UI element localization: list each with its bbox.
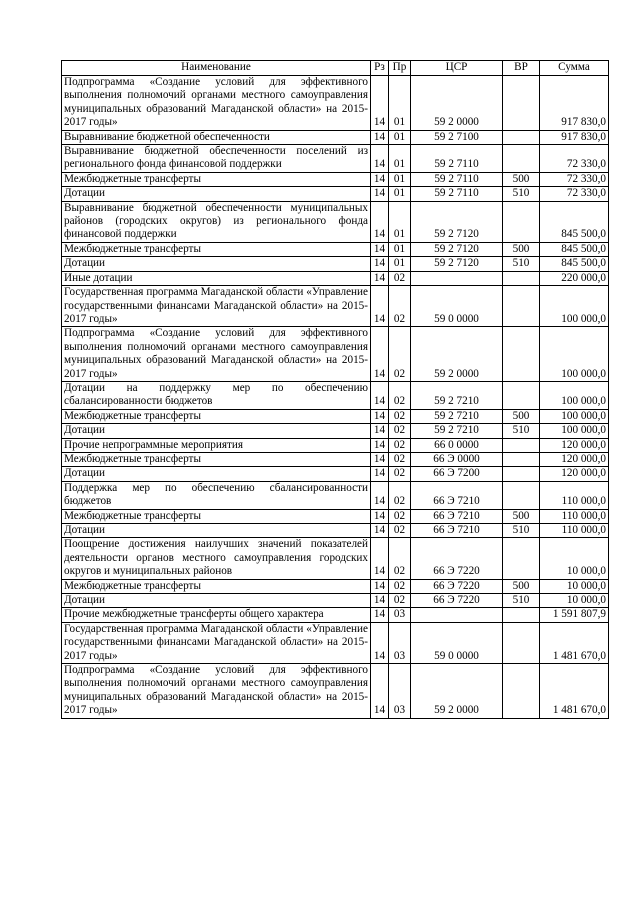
cell-csr: 59 2 7210 [411, 409, 503, 423]
table-row [62, 381, 609, 409]
cell-name: Межбюджетные трансферты [62, 242, 371, 256]
cell-csr: 66 Э 7210 [411, 509, 503, 523]
cell-vr: 510 [503, 594, 540, 608]
cell-rz: 14 [371, 257, 389, 271]
cell-csr: 59 2 7110 [411, 145, 503, 173]
cell-name: Поощрение достижения наилучших значений показателей деятельности органов местного самоуправления городских округов и муниципальных районов [62, 538, 371, 579]
cell-vr: 510 [503, 187, 540, 201]
table-row [62, 327, 609, 382]
cell-vr [503, 481, 540, 509]
table-row [62, 257, 609, 271]
cell-pr: 01 [389, 130, 411, 144]
cell-sum: 917 830,0 [540, 130, 609, 144]
cell-sum: 110 000,0 [540, 524, 609, 538]
cell-vr [503, 622, 540, 663]
cell-rz: 14 [371, 145, 389, 173]
cell-csr: 66 Э 7210 [411, 481, 503, 509]
table-row [62, 187, 609, 201]
cell-rz: 14 [371, 594, 389, 608]
cell-vr [503, 76, 540, 131]
cell-rz: 14 [371, 452, 389, 466]
cell-name: Прочие межбюджетные трансферты общего характера [62, 608, 371, 622]
cell-sum: 72 330,0 [540, 187, 609, 201]
cell-pr: 03 [389, 608, 411, 622]
cell-csr [411, 608, 503, 622]
cell-vr [503, 201, 540, 242]
cell-csr: 66 Э 7210 [411, 524, 503, 538]
cell-name: Дотации [62, 424, 371, 438]
cell-pr: 01 [389, 187, 411, 201]
cell-sum: 120 000,0 [540, 467, 609, 481]
cell-rz: 14 [371, 327, 389, 382]
cell-rz: 14 [371, 481, 389, 509]
cell-name: Выравнивание бюджетной обеспеченности поселений из регионального фонда финансовой поддержки [62, 145, 371, 173]
table-row [62, 242, 609, 256]
document-page [61, 60, 608, 719]
cell-sum: 100 000,0 [540, 286, 609, 327]
cell-vr [503, 452, 540, 466]
cell-pr: 02 [389, 424, 411, 438]
cell-rz: 14 [371, 524, 389, 538]
cell-sum: 917 830,0 [540, 76, 609, 131]
cell-csr: 66 Э 7200 [411, 467, 503, 481]
cell-vr [503, 438, 540, 452]
cell-pr: 03 [389, 664, 411, 719]
cell-rz: 14 [371, 76, 389, 131]
cell-rz: 14 [371, 172, 389, 186]
cell-name: Подпрограмма «Создание условий для эффективного выполнения полномочий органами местного самоуправления муниципальных образований Магаданской области» на 2015-2017 годы» [62, 664, 371, 719]
cell-name: Дотации [62, 594, 371, 608]
cell-pr: 03 [389, 622, 411, 663]
cell-pr: 02 [389, 286, 411, 327]
cell-sum: 100 000,0 [540, 424, 609, 438]
cell-sum: 110 000,0 [540, 481, 609, 509]
cell-pr: 01 [389, 201, 411, 242]
cell-sum: 220 000,0 [540, 271, 609, 285]
cell-name: Дотации [62, 524, 371, 538]
header-sum: Сумма [540, 61, 609, 76]
cell-rz: 14 [371, 467, 389, 481]
cell-pr: 02 [389, 438, 411, 452]
cell-csr: 59 2 7100 [411, 130, 503, 144]
cell-sum: 845 500,0 [540, 242, 609, 256]
cell-pr: 02 [389, 524, 411, 538]
cell-name: Дотации [62, 187, 371, 201]
table-body [62, 76, 609, 719]
cell-sum: 120 000,0 [540, 438, 609, 452]
cell-vr [503, 327, 540, 382]
table-row [62, 594, 609, 608]
cell-name: Выравнивание бюджетной обеспеченности [62, 130, 371, 144]
table-row [62, 201, 609, 242]
table-row [62, 438, 609, 452]
cell-name: Государственная программа Магаданской области «Управление государственными финансами Магаданской области» на 2015-2017 годы» [62, 286, 371, 327]
header-pr: Пр [389, 61, 411, 76]
cell-pr: 02 [389, 579, 411, 593]
cell-vr [503, 271, 540, 285]
cell-rz: 14 [371, 608, 389, 622]
cell-rz: 14 [371, 409, 389, 423]
cell-name: Иные дотации [62, 271, 371, 285]
cell-vr [503, 538, 540, 579]
cell-csr: 59 2 7110 [411, 187, 503, 201]
cell-pr: 02 [389, 381, 411, 409]
table-header-row [62, 61, 609, 76]
cell-sum: 1 591 807,9 [540, 608, 609, 622]
cell-name: Межбюджетные трансферты [62, 172, 371, 186]
header-name: Наименование [62, 61, 371, 76]
cell-rz: 14 [371, 424, 389, 438]
header-csr: ЦСР [411, 61, 503, 76]
cell-name: Дотации [62, 257, 371, 271]
cell-name: Подпрограмма «Создание условий для эффективного выполнения полномочий органами местного самоуправления муниципальных образований Магаданской области» на 2015-2017 годы» [62, 327, 371, 382]
cell-csr: 59 2 0000 [411, 664, 503, 719]
cell-name: Поддержка мер по обеспечению сбалансированности бюджетов [62, 481, 371, 509]
cell-csr: 59 2 7110 [411, 172, 503, 186]
cell-name: Дотации [62, 467, 371, 481]
cell-rz: 14 [371, 509, 389, 523]
table-row [62, 538, 609, 579]
header-rz: Рз [371, 61, 389, 76]
table-row [62, 622, 609, 663]
cell-vr: 500 [503, 509, 540, 523]
cell-rz: 14 [371, 242, 389, 256]
cell-vr: 510 [503, 424, 540, 438]
cell-sum: 72 330,0 [540, 172, 609, 186]
cell-pr: 02 [389, 594, 411, 608]
cell-pr: 02 [389, 327, 411, 382]
cell-pr: 01 [389, 242, 411, 256]
cell-csr: 59 2 7120 [411, 201, 503, 242]
table-row [62, 76, 609, 131]
cell-name: Межбюджетные трансферты [62, 452, 371, 466]
cell-vr: 500 [503, 242, 540, 256]
table-row [62, 579, 609, 593]
cell-rz: 14 [371, 271, 389, 285]
cell-sum: 10 000,0 [540, 538, 609, 579]
table-row [62, 145, 609, 173]
cell-vr [503, 286, 540, 327]
cell-vr: 500 [503, 409, 540, 423]
cell-csr: 66 Э 7220 [411, 579, 503, 593]
cell-pr: 01 [389, 145, 411, 173]
cell-pr: 01 [389, 76, 411, 131]
table-row [62, 409, 609, 423]
cell-name: Прочие непрограммные мероприятия [62, 438, 371, 452]
cell-pr: 02 [389, 509, 411, 523]
table-row [62, 608, 609, 622]
cell-csr: 59 2 7120 [411, 257, 503, 271]
cell-csr: 59 0 0000 [411, 286, 503, 327]
cell-pr: 02 [389, 271, 411, 285]
table-row [62, 172, 609, 186]
cell-vr [503, 381, 540, 409]
cell-vr: 500 [503, 172, 540, 186]
cell-vr: 510 [503, 257, 540, 271]
cell-sum: 1 481 670,0 [540, 664, 609, 719]
cell-vr [503, 608, 540, 622]
cell-csr [411, 271, 503, 285]
cell-rz: 14 [371, 130, 389, 144]
table-row [62, 664, 609, 719]
cell-sum: 72 330,0 [540, 145, 609, 173]
cell-rz: 14 [371, 187, 389, 201]
cell-csr: 59 2 0000 [411, 76, 503, 131]
cell-vr [503, 664, 540, 719]
cell-vr [503, 145, 540, 173]
cell-rz: 14 [371, 286, 389, 327]
cell-csr: 59 2 7120 [411, 242, 503, 256]
table-row [62, 481, 609, 509]
budget-table [61, 60, 609, 719]
table-row [62, 524, 609, 538]
cell-sum: 110 000,0 [540, 509, 609, 523]
cell-name: Подпрограмма «Создание условий для эффективного выполнения полномочий органами местного самоуправления муниципальных образований Магаданской области» на 2015-2017 годы» [62, 76, 371, 131]
cell-name: Государственная программа Магаданской области «Управление государственными финансами Магаданской области» на 2015-2017 годы» [62, 622, 371, 663]
table-row [62, 509, 609, 523]
cell-csr: 66 Э 7220 [411, 594, 503, 608]
cell-rz: 14 [371, 538, 389, 579]
cell-rz: 14 [371, 438, 389, 452]
cell-name: Выравнивание бюджетной обеспеченности муниципальных районов (городских округов) из регионального фонда финансовой поддержки [62, 201, 371, 242]
cell-sum: 10 000,0 [540, 594, 609, 608]
cell-rz: 14 [371, 579, 389, 593]
cell-vr [503, 130, 540, 144]
cell-name: Межбюджетные трансферты [62, 579, 371, 593]
cell-sum: 100 000,0 [540, 327, 609, 382]
cell-sum: 10 000,0 [540, 579, 609, 593]
table-row [62, 424, 609, 438]
cell-rz: 14 [371, 664, 389, 719]
cell-vr: 510 [503, 524, 540, 538]
cell-name: Межбюджетные трансферты [62, 509, 371, 523]
cell-vr: 500 [503, 579, 540, 593]
cell-rz: 14 [371, 381, 389, 409]
cell-pr: 02 [389, 452, 411, 466]
cell-pr: 02 [389, 481, 411, 509]
table-row [62, 130, 609, 144]
table-row [62, 271, 609, 285]
cell-csr: 66 Э 7220 [411, 538, 503, 579]
cell-name: Межбюджетные трансферты [62, 409, 371, 423]
cell-pr: 02 [389, 409, 411, 423]
cell-csr: 66 0 0000 [411, 438, 503, 452]
cell-rz: 14 [371, 622, 389, 663]
cell-rz: 14 [371, 201, 389, 242]
cell-sum: 845 500,0 [540, 257, 609, 271]
cell-sum: 845 500,0 [540, 201, 609, 242]
cell-csr: 59 2 7210 [411, 381, 503, 409]
cell-csr: 59 2 0000 [411, 327, 503, 382]
cell-pr: 01 [389, 172, 411, 186]
cell-sum: 100 000,0 [540, 381, 609, 409]
cell-vr [503, 467, 540, 481]
cell-csr: 59 2 7210 [411, 424, 503, 438]
table-row [62, 452, 609, 466]
cell-csr: 66 Э 0000 [411, 452, 503, 466]
cell-csr: 59 0 0000 [411, 622, 503, 663]
cell-sum: 100 000,0 [540, 409, 609, 423]
cell-sum: 120 000,0 [540, 452, 609, 466]
table-row [62, 467, 609, 481]
header-vr: ВР [503, 61, 540, 76]
table-row [62, 286, 609, 327]
cell-name: Дотации на поддержку мер по обеспечению сбалансированности бюджетов [62, 381, 371, 409]
cell-sum: 1 481 670,0 [540, 622, 609, 663]
cell-pr: 02 [389, 467, 411, 481]
cell-pr: 01 [389, 257, 411, 271]
cell-pr: 02 [389, 538, 411, 579]
